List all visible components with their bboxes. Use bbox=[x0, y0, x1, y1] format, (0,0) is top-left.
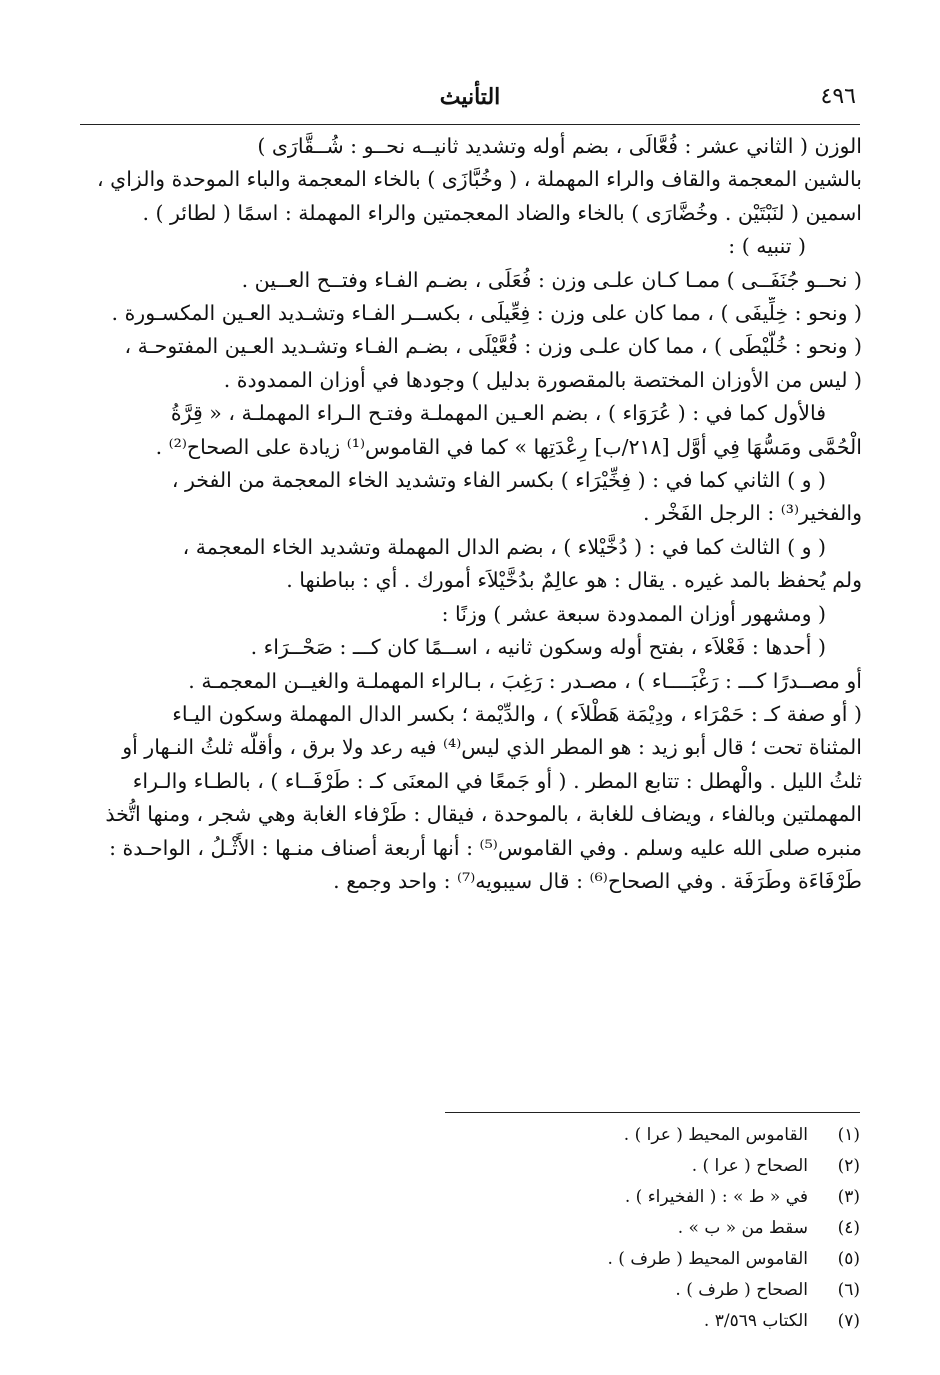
text-line: ( تنبيه ) : bbox=[728, 234, 806, 259]
text-line: المثناة تحت ؛ قال أبو زيد : هو المطر الذي ليس⁽⁴⁾ فيه رعد ولا برق ، وأقلُّه ثلثُ النـهار أو bbox=[122, 735, 862, 760]
footnote-text: في « ط » : ( الفخيراء ) . bbox=[624, 1187, 808, 1207]
text-line: فالأول كما في : ( عُرَوَاء ) ، بضم العـين المهملـة وفتـح الـراء المهملـة ، « قِرَّةُ bbox=[170, 401, 826, 426]
text-line: منبره صلى الله عليه وسلم . وفي القاموس⁽⁵⁾ : أنها أربعة أصناف منـها : الأَثْـلُ ، الواحـدة : bbox=[109, 835, 862, 860]
footnote-item bbox=[300, 1213, 860, 1244]
footnote-item bbox=[300, 1244, 860, 1275]
footnote-number: (٢) bbox=[837, 1156, 860, 1176]
text-line: اسمين ( لنَبْتَيْن . وخُضَّارَى ) بالخاء والضاد المعجمتين والراء المهملة : اسمًا ( لطائر ) . bbox=[142, 200, 862, 225]
footnote-item bbox=[300, 1120, 860, 1151]
text-line: ( و ) الثالث كما في : ( دُخَّيْلاء ) ، بضم الدال المهملة وتشديد الخاء المعجمة ، bbox=[182, 534, 826, 559]
running-title: التأنيث bbox=[439, 84, 501, 110]
footnote-number: (٤) bbox=[837, 1218, 860, 1238]
footnote-separator bbox=[445, 1112, 860, 1113]
footnotes bbox=[300, 1120, 860, 1337]
text-line: أو مصــدرًا كـــ : رَغْبَــــاء ) ، مصـدر : رَغِبَ ، بـالراء المهملـة والغيــن المعجمـة . bbox=[188, 668, 862, 693]
page-header bbox=[80, 84, 860, 125]
text-line: طَرْفَاءَة وطَرَفَة . وفي الصحاح⁽⁶⁾ : قال سيبويه⁽⁷⁾ : واحد وجمع . bbox=[333, 868, 862, 893]
footnote-text: الصحاح ( عرا ) . bbox=[691, 1156, 808, 1176]
text-line: المهملتين وبالفاء ، ويضاف للغابة ، بالموحدة ، فيقال : طَرْفاء الغابة وهي شجر ، ومنها اتُّخذ bbox=[105, 802, 862, 827]
footnote-text: سقط من « ب » . bbox=[677, 1218, 808, 1238]
text-line: ( ونحو : خُلَّيْطَى ) ، مما كان علـى وزن : فُعَّيْلَى ، بضـم الفـاء وتشـديد العـين المفتوحـة ، bbox=[124, 334, 862, 359]
text-line: بالشين المعجمة والقاف والراء المهملة ، ( وخُبَّازَى ) بالخاء المعجمة والباء الموحدة والزاي ، bbox=[97, 167, 862, 192]
text-line: ( نحــو جُنَفَــى ) ممـا كـان علـى وزن : فُعَلَى ، بضـم الفـاء وفتــح العــين . bbox=[241, 267, 862, 292]
footnote-number: (٧) bbox=[837, 1311, 860, 1331]
text-line: ثلثُ الليل . والْهطل : تتابع المطر . ( أو جَمعًا في المعنَى كـ : طَرْفَــاء ) ، بالطـاء والـراء bbox=[132, 768, 862, 793]
footnote-item bbox=[300, 1275, 860, 1306]
text-line: ( ونحو : خِلِّيفَى ) ، مما كان على وزن : فِعِّيلَى ، بكســر الفـاء وتشـديد العـين المكسـورة . bbox=[111, 301, 862, 326]
footnote-text: الكتاب ٣/٥٦٩ . bbox=[703, 1311, 808, 1331]
text-line: ولم يُحفظ بالمد غيره . يقال : هو عالِمٌ بدُخَّيْلاَء أمورك . أي : بباطنها . bbox=[286, 568, 862, 593]
main-text bbox=[78, 130, 862, 898]
text-line: ( ليس من الأوزان المختصة بالمقصورة بدليل ) وجودها في أوزان الممدودة . bbox=[223, 367, 862, 392]
text-line: والفخير⁽³⁾ : الرجل الفَخْر . bbox=[642, 501, 862, 526]
footnote-number: (١) bbox=[837, 1125, 860, 1145]
footnote-number: (٥) bbox=[837, 1249, 860, 1269]
footnote-text: القاموس المحيط ( عرا ) . bbox=[623, 1125, 808, 1145]
text-line: الْحُمَّى ومَسُّهَا فِي أوَّل [٢١٨/ب] رِعْدَتِها » كما في القاموس⁽¹⁾ زيادة على الصحاح⁽²⁾ . bbox=[155, 434, 862, 459]
footnote-text: القاموس المحيط ( طرف ) . bbox=[607, 1249, 808, 1269]
page-number: ٤٩٦ bbox=[820, 84, 856, 109]
footnote-item bbox=[300, 1151, 860, 1182]
footnote-number: (٣) bbox=[837, 1187, 860, 1207]
footnote-number: (٦) bbox=[837, 1280, 860, 1300]
text-line: ( أحدها : فَعْلاَء ، بفتح أوله وسكون ثانيه ، اســمًا كان كـــ : صَحْــرَاء . bbox=[250, 635, 826, 660]
footnote-item bbox=[300, 1306, 860, 1337]
footnote-item bbox=[300, 1182, 860, 1213]
text-line: الوزن ( الثاني عشر : فُعَّالَى ، بضم أوله وتشديد ثانيــه نحــو : شُــقَّارَى ) bbox=[257, 134, 862, 158]
footnote-text: الصحاح ( طرف ) . bbox=[675, 1280, 808, 1300]
text-line: ( ومشهور أوزان الممدودة سبعة عشر ) وزنًا : bbox=[441, 601, 826, 626]
text-line: ( أو صفة كـ : حَمْرَاء ، ودِيْمَة هَطْلاَء ) ، والدِّيْمة ؛ بكسر الدال المهملة وسكون اليـاء bbox=[172, 701, 862, 726]
text-line: ( و ) الثاني كما في : ( فِخِّيْرَاء ) بكسر الفاء وتشديد الخاء المعجمة من الفخر ، bbox=[171, 468, 826, 493]
